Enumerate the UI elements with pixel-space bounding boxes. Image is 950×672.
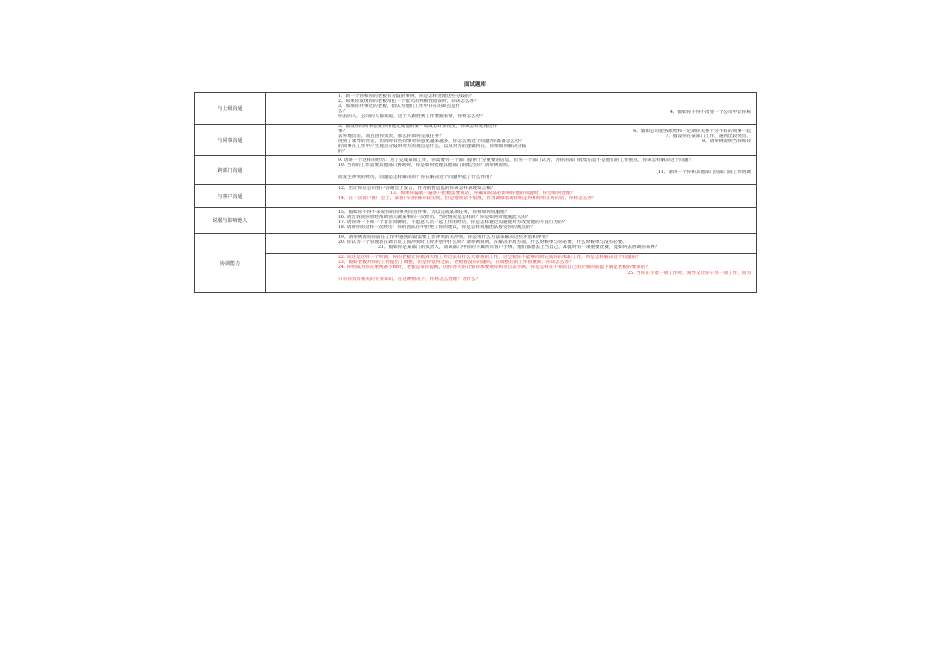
question-line: 去外地出差，而且由你负责，那么你如何完成任务？ [338, 134, 444, 139]
question-line: 12、若让你在公司客户答谢会上发言，作为销售总监的你该怎样表现发言稿？ [338, 186, 496, 191]
question-line: 22. 说这是这样一个时期，你的老板让你搞到大组工作过去有什么大难难的工作，这会使你不能够同时完成你的本职工作，所是怎样解决这个问题的？ [338, 255, 641, 260]
category-cell: 与上级沟通 [195, 93, 266, 125]
category-cell: 说服与影响他人 [195, 208, 266, 234]
question-line: 你去的人，公司的人都知道，这个人跟胜利工作要跟来帮，你将怎么办？ [338, 114, 486, 119]
question-line: 事？ [338, 129, 348, 134]
question-line: 25. 当你正手着一项工作时，领导又让你干另一项工作，因为 [627, 271, 751, 276]
content-cell [266, 93, 757, 125]
question-line: 只有你具有相关的专业知识，在这种情况下，你将怎么处理？为什么？ [338, 277, 481, 282]
question-line: 3、那那你共事过的老板，指认为他们工作中存在的缺点是什 [338, 104, 461, 109]
question-line: 4、假如你不得不改变一个公司中让你称 [669, 110, 751, 115]
question-line: 19、请举例说说你前任工作中遇到的最需要工作冲突的关冲突，你是用什么方法来解决这些矛盾和冲突？ [338, 235, 551, 240]
question-line: 13、如果你偏就一遍客户把她需要说话，你确知说法必影响你他的问题时，你会如何处理？ [390, 191, 576, 196]
question-line: 21、假如你是某部门的负责人，而该部门中你的下属所有客户手绑，他们都想去上当自己，却此时有一项重要比赛，竟如何去协调你来界？ [378, 245, 660, 250]
question-line: 8、请举例说明当你和你 [702, 139, 751, 144]
question-line: 的同事在工作中产生观点分歧时对方的观点是什么，以及对方的逻辑何在，你组如何解决分歧 [338, 144, 527, 149]
question-line: 17. 请你讲一下和一个非非常聊的、不愿意人员一起工作的经历，你是怎样通过沟通使对方改变他的不良行为的？ [338, 220, 568, 225]
question-line: 14、在一次客户推广会上，某客户向你掷开较尖锐，但是他说话不很敌，作为调撑者说你组走得和你组正好的话，你将怎么办？ [338, 196, 597, 201]
question-line: 10. 当你的工作需要其他部门协助时，你是如何处理其他部门的配合的？请举例说明。 [338, 163, 513, 168]
question-line: 6、假如公司把各派给和一定期你关系十分不好的同事一起 [633, 129, 751, 134]
question-line: 得到了领导的肯定，但同时有些同事对你意见越来越多，你怎么看这个问题?你准备怎么办？ [338, 139, 525, 144]
category-cell: 与客户沟通 [195, 185, 266, 208]
category-cell: 协调能力 [195, 234, 266, 293]
question-line: 15、假如你不得不采说你的同事共同为件事，为以完成某项任务，你将如何说服他？ [338, 210, 510, 215]
question-line: 5、假设你的同事想要你帮他完成他的某一项或者好多改变，你该怎样处理这件 [338, 124, 498, 129]
question-line: 18. 请讲你的这样一次经历：你的团队在中拒绝了你的建议，你是怎样说服团队接受你的观点的？ [338, 225, 536, 230]
content-cell [266, 208, 757, 234]
question-line: 1、新一个你和你的老板有分歧的事例，你是怎样处理这些分歧的？ [338, 94, 475, 99]
table-row [195, 185, 757, 208]
question-line: 7、假设你在某部门工作，遇到比较突出， [665, 134, 751, 139]
question-line: 23、假如老板对你的工作提出了调整，但是你觉得之前，老板看没有问题吗，在调整后的工作很重新，你该怎么办？ [338, 260, 574, 265]
table-row [195, 125, 757, 156]
question-line: 20. 你认为一个管理者在调节员工间冲突时工时矛盾中什么样？请举例说明，在解决矛盾方面，什么时候单与你必要，什么时候单与没有必要。 [338, 240, 627, 245]
table-row [195, 93, 757, 125]
row-divider [266, 253, 756, 254]
category-cell: 跨部门沟通 [195, 156, 266, 185]
content-cell [266, 156, 757, 185]
question-line: 24. 你组成为你在重视备下顾时，老板总拿你提醒，因你办大的计划你那要须你和亲自去手顾，你是怎样在不损伤自己的计划的前提下满足老板的要求的？ [338, 265, 650, 270]
table-row [195, 234, 757, 293]
content-cell [266, 185, 757, 208]
category-cell: 与同事沟通 [195, 125, 266, 156]
question-table [194, 92, 757, 293]
question-line: 9. 请讲一个这样的经历：为了完成某项工作，你需要另一个部门提供十分重要的信息，但另一个部门认为，为你的部门收集信息不是他们的工作重点，你该怎样解决这个问题？ [338, 158, 693, 163]
table-row [195, 208, 757, 234]
question-line: 11、请讲一个你和其他部门因部门间工作协调 [657, 170, 751, 175]
question-line: 2、如果你发现你的老板常犯一个很大的判断性错误时，你该怎么办？ [338, 99, 479, 104]
content-cell [266, 125, 757, 156]
question-line: 16. 请告诉我你曾经帮助别人做某事的一次经历，当时情况是怎样的？你是如何对他施此人的？ [338, 215, 531, 220]
document-title: 面试题库 [463, 82, 486, 88]
content-cell [266, 234, 757, 293]
question-line: 的？ [338, 149, 348, 154]
question-line: 而发生冲突的经历，问题是怎样解决的？你在解决这个问题中起了什么作用？ [338, 175, 495, 180]
table-row [195, 156, 757, 185]
question-line: 么？ [338, 109, 348, 114]
